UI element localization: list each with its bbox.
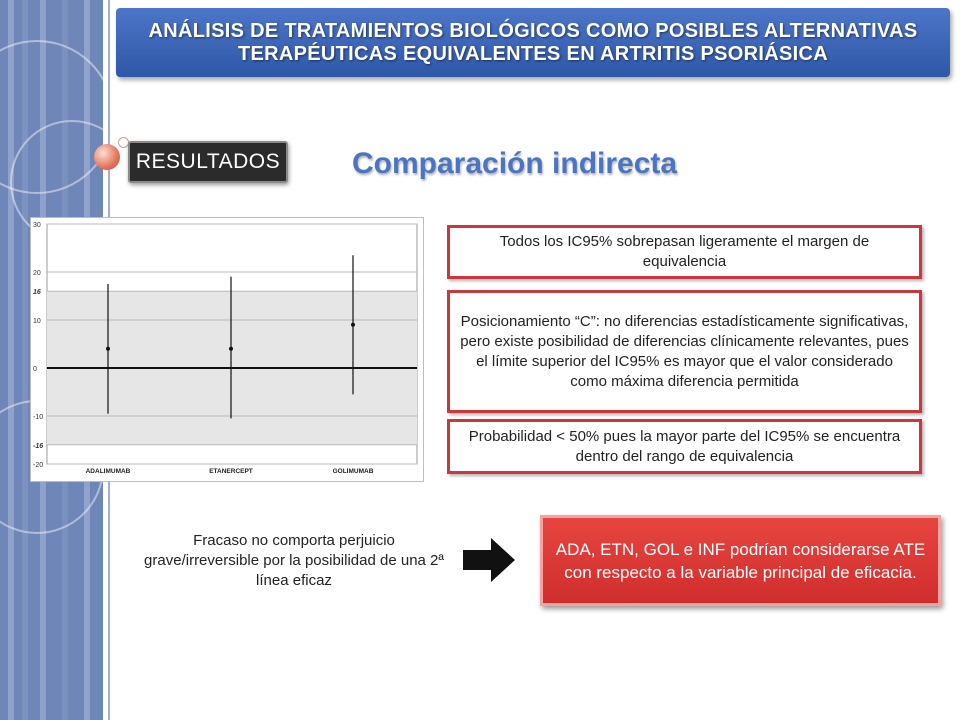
callout-probability-text: Probabilidad < 50% pues la mayor parte del IC95% se encuentra dentro del rango de equivalencia (468, 427, 901, 465)
forest-plot-svg (31, 218, 423, 481)
results-label (128, 141, 288, 183)
callout-probability (447, 419, 922, 474)
x-category-label: ADALIMUMAB (85, 468, 131, 475)
title-line-2: TERAPÉUTICAS EQUIVALENTES EN ARTRITIS PSORIÁSICA (237, 42, 828, 65)
y-tick-label: 10 (33, 318, 41, 325)
x-category-label: ETANERCEPT (209, 468, 253, 475)
y-tick-label: 0 (33, 366, 37, 373)
y-tick-label: -20 (33, 462, 44, 469)
orb-bullet-icon (94, 144, 120, 170)
callout-ic95-margin (447, 225, 922, 279)
x-category-label: GOLIMUMAB (332, 468, 374, 475)
right-arrow-icon (463, 538, 515, 582)
conclusion-text: ADA, ETN, GOL e INF podrían considerarse ATE con respecto a la variable principal de eficacia. (555, 539, 926, 582)
y-tick-label: -16 (33, 442, 44, 450)
results-label-text: RESULTADOS (135, 150, 281, 173)
y-tick-label: 20 (33, 270, 41, 277)
callout-positioning-c-text: Posicionamiento “C”: no diferencias estadísticamente significativas, pero existe posibilidad de diferencias clínicamente relevantes, pues el límite superior del IC95% es mayor que el valor considerado como máxima diferencia permitida (460, 312, 909, 390)
section-heading: Comparación indirecta (352, 147, 678, 180)
callout-ic95-margin-text: Todos los IC95% sobrepasan ligeramente el margen de equivalencia (499, 233, 870, 270)
title-banner (116, 8, 950, 77)
title-line-1: ANÁLISIS DE TRATAMIENTOS BIOLÓGICOS COMO POSIBLES ALTERNATIVAS (148, 19, 918, 42)
title-text (149, 20, 918, 66)
point-estimate (229, 347, 233, 351)
point-estimate (106, 347, 110, 351)
y-tick-label: 16 (33, 289, 41, 297)
callout-positioning-c (447, 290, 922, 413)
y-tick-label: 30 (33, 222, 41, 229)
y-tick-label: -10 (33, 414, 44, 421)
conclusion-box (540, 515, 941, 606)
point-estimate (351, 323, 355, 327)
failure-text: Fracaso no comporta perjuicio grave/irreversible por la posibilidad de una 2ª línea eficaz (144, 532, 444, 589)
forest-plot (30, 217, 424, 482)
